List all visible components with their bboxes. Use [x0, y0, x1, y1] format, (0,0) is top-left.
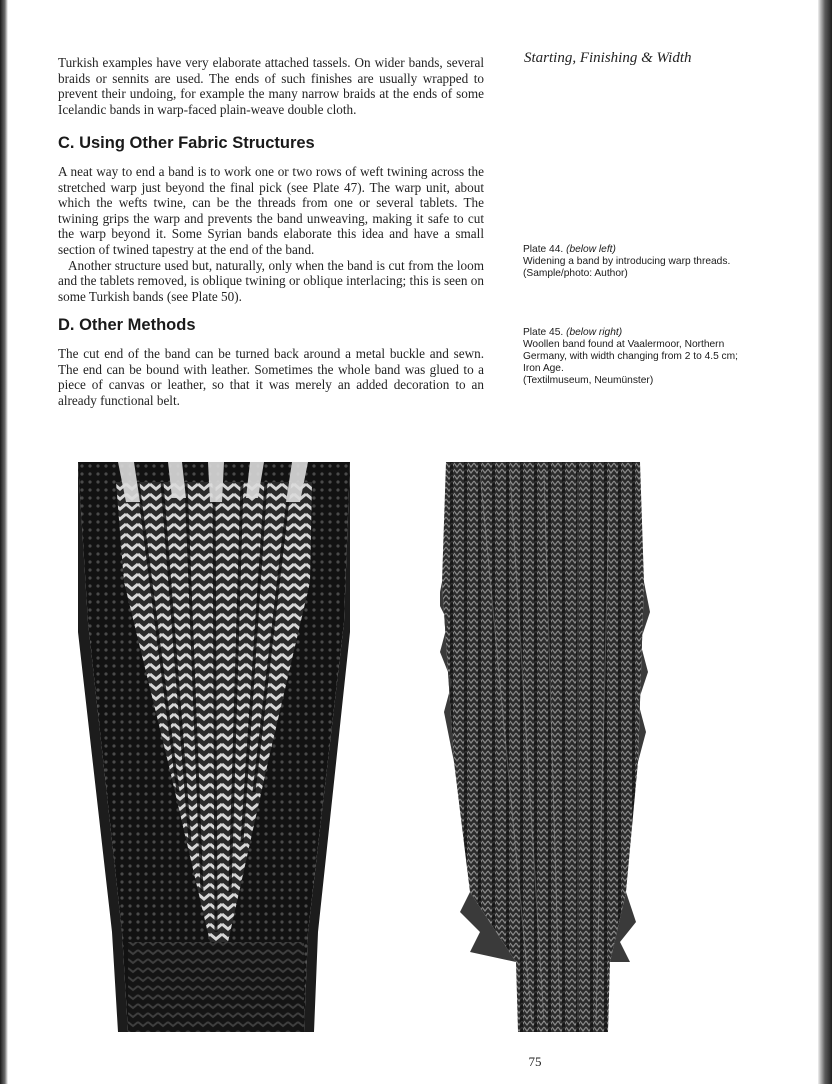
plate-45-photo [440, 462, 650, 1032]
plate-45-label: Plate 45. [523, 327, 564, 338]
section-c-text [58, 164, 484, 304]
plate-44-photo [78, 462, 350, 1032]
plate-45-credit: (Textilmuseum, Neumünster) [523, 375, 654, 386]
running-head: Starting, Finishing & Width [524, 50, 692, 66]
plate-44-label: Plate 44. [523, 244, 564, 255]
plate-44-description: Widening a band by introducing warp threads. [523, 256, 731, 267]
page-edge-shadow-right [818, 0, 832, 1084]
section-d-text [58, 346, 484, 408]
section-c-heading: C. Using Other Fabric Structures [58, 134, 315, 152]
plate-44-position-note: (below left) [566, 244, 616, 255]
plate-45-position-note: (below right) [566, 327, 623, 338]
intro-paragraph: Turkish examples have very elaborate attached tassels. On wider bands, several braids or sennits are used. The ends of such finishes are usually wrapped to prevent their undoing, for example the many narrow braids at the ends of some Icelandic bands in warp-faced plain-weave double cloth. [58, 55, 484, 117]
plate-44-band-image [78, 462, 350, 1032]
section-c-paragraph-1: A neat way to end a band is to work one or two rows of weft twining across the stretched warp just beyond the final pick (see Plate 47). The warp unit, about which the wefts twine, can be the threads from one or several tablets. The twining grips the warp and prevents the band unweaving, making it safe to cut the warp beyond it. Some Syrian bands elaborate this idea and have a small section of twined tapestry at the end of the band. [58, 164, 484, 257]
page-edge-shadow-left [0, 0, 8, 1084]
plate-45-band-image [440, 462, 650, 1032]
plate-45-description: Woollen band found at Vaalermoor, Northern Germany, with width changing from 2 to 4.5 cm; Iron Age. [523, 339, 738, 374]
plate-44-caption [523, 244, 738, 280]
section-d-paragraph-1: The cut end of the band can be turned back around a metal buckle and sewn. The end can be bound with leather. Sometimes the whole band was glued to a piece of canvas or leather, so that it was merely an added decoration to an already functional belt. [58, 346, 484, 408]
plate-45-caption [523, 327, 738, 387]
page-number: 75 [528, 1054, 542, 1069]
intro-paragraph-block [58, 55, 484, 117]
plate-44-credit: (Sample/photo: Author) [523, 268, 628, 279]
section-c-paragraph-2: Another structure used but, naturally, only when the band is cut from the loom and the tablets removed, is oblique twining or oblique interlacing; this is seen on some Turkish bands (see Plate 50). [58, 257, 484, 304]
section-d-heading: D. Other Methods [58, 316, 196, 334]
